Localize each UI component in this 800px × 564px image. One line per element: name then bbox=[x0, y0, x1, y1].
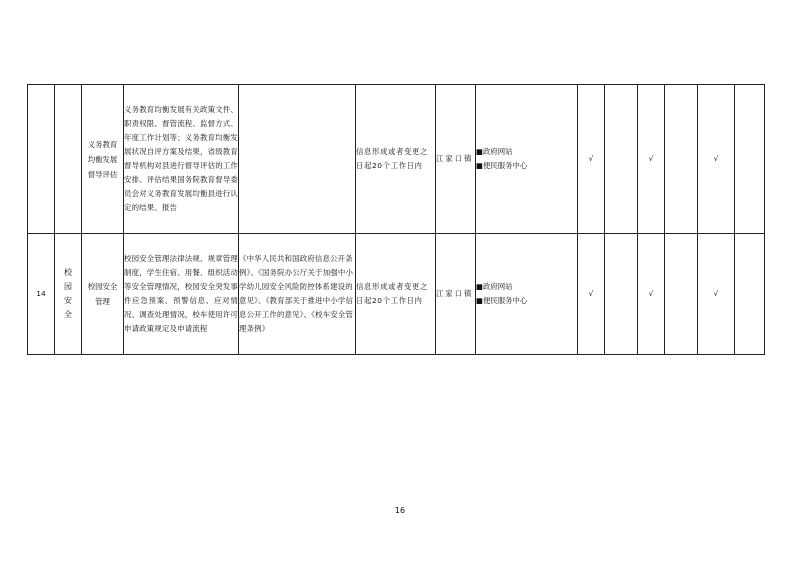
time-limit-cell: 信息形成或者变更之日起20个工作日内 bbox=[356, 234, 436, 355]
basis-cell bbox=[239, 85, 356, 234]
check-cell: √ bbox=[698, 234, 735, 355]
row-number-cell: 14 bbox=[28, 234, 55, 355]
check-cell bbox=[665, 234, 698, 355]
content-cell: 义务教育均衡发展有关政策文件、职责权限、督管流程、监督方式、年度工作计划等；义务教育均衡发展状况自评方案及结果，省级教育督导机构对县进行督导评估的工作安排、评估结果国务院教育督导委员会对义务教育发展均衡县进行认定的结果、报告 bbox=[124, 85, 239, 234]
category-cell bbox=[55, 85, 82, 234]
subject-cell: 江家口镇 bbox=[436, 234, 476, 355]
page-number: 16 bbox=[394, 506, 406, 515]
time-limit-cell: 信息形成或者变更之日起20个工作日内 bbox=[356, 85, 436, 234]
check-cell: √ bbox=[578, 85, 605, 234]
channel-cell bbox=[476, 85, 578, 234]
check-cell bbox=[605, 234, 638, 355]
check-cell: √ bbox=[578, 234, 605, 355]
channel-cell bbox=[476, 234, 578, 355]
category-cell: 校园安全 bbox=[55, 234, 82, 355]
check-cell bbox=[735, 85, 765, 234]
check-cell bbox=[735, 234, 765, 355]
channel-item: ■便民服务中心 bbox=[476, 296, 528, 305]
check-cell bbox=[665, 85, 698, 234]
channel-item: ■政府网站 bbox=[476, 282, 513, 291]
check-cell: √ bbox=[698, 85, 735, 234]
subject-cell: 江家口镇 bbox=[436, 85, 476, 234]
channel-item: ■政府网站 bbox=[476, 147, 513, 156]
subitem-cell: 义务教育均衡发展督导评估 bbox=[82, 85, 124, 234]
check-cell bbox=[605, 85, 638, 234]
table-row bbox=[28, 85, 765, 234]
row-number-cell bbox=[28, 85, 55, 234]
check-cell: √ bbox=[638, 234, 665, 355]
basis-cell: 《中华人民共和国政府信息公开条例》、《国务院办公厅关于加强中小学幼儿园安全风险防控体系建设的意见》、《教育部关于推进中小学信息公开工作的意见》、《校车安全管理条例》 bbox=[239, 234, 356, 355]
disclosure-table bbox=[27, 84, 765, 355]
content-cell: 校园安全管理法律法规、规章管理制度，学生住宿、用餐、组织活动等安全管理情况，校园安全突发事件应急预案、预警信息、应对情况、调查处理情况，校车使用许可申请政策规定及申请流程 bbox=[124, 234, 239, 355]
check-cell: √ bbox=[638, 85, 665, 234]
table-row bbox=[28, 234, 765, 355]
subitem-cell: 校园安全管理 bbox=[82, 234, 124, 355]
channel-item: ■便民服务中心 bbox=[476, 161, 528, 170]
